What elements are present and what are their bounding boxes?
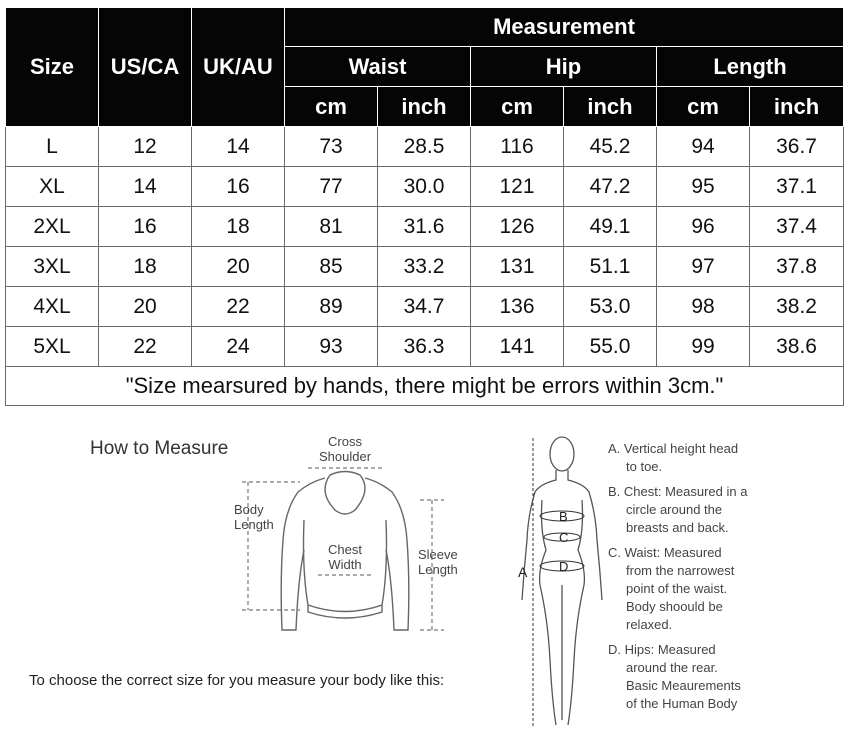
note-a: A. Vertical height head to toe. <box>608 441 739 474</box>
note-c: C. Waist: Measured from the narrowest point of the waist. Body shoould be relaxed. <box>608 545 735 632</box>
size-chart-table <box>5 7 844 406</box>
table-cell: 33.2 <box>378 247 471 287</box>
header-measurement: Measurement <box>285 8 844 47</box>
table-row <box>6 207 844 247</box>
header-length: Length <box>657 47 844 87</box>
table-cell: 131 <box>471 247 564 287</box>
marker-b: B <box>559 509 568 524</box>
table-cell: 77 <box>285 167 378 207</box>
table-cell: 3XL <box>6 247 99 287</box>
header-hip-inch: inch <box>564 87 657 127</box>
marker-c: C <box>559 530 569 545</box>
table-cell: 47.2 <box>564 167 657 207</box>
table-cell: 126 <box>471 207 564 247</box>
table-cell: 116 <box>471 127 564 167</box>
table-cell: 14 <box>192 127 285 167</box>
header-waist-inch: inch <box>378 87 471 127</box>
marker-a: A <box>518 564 528 580</box>
table-cell: 51.1 <box>564 247 657 287</box>
body-illustration <box>522 437 602 725</box>
table-cell: 34.7 <box>378 287 471 327</box>
note-b: B. Chest: Measured in a circle around the breasts and back. <box>608 484 748 535</box>
table-note-row <box>6 367 844 406</box>
table-cell: 2XL <box>6 207 99 247</box>
header-length-inch: inch <box>750 87 844 127</box>
body-measure-lines <box>533 438 584 726</box>
table-row <box>6 127 844 167</box>
header-uk-au: UK/AU <box>192 8 285 127</box>
table-cell: 16 <box>99 207 192 247</box>
table-cell: 98 <box>657 287 750 327</box>
table-cell: 89 <box>285 287 378 327</box>
table-cell: 99 <box>657 327 750 367</box>
table-cell: 5XL <box>6 327 99 367</box>
table-cell: 53.0 <box>564 287 657 327</box>
table-cell: 37.4 <box>750 207 844 247</box>
table-cell: 20 <box>99 287 192 327</box>
table-row <box>6 167 844 207</box>
measurement-notes <box>608 440 848 720</box>
table-cell: 141 <box>471 327 564 367</box>
header-length-cm: cm <box>657 87 750 127</box>
table-row <box>6 247 844 287</box>
cross-shoulder-label: Cross Shoulder <box>319 434 372 464</box>
table-cell: 93 <box>285 327 378 367</box>
header-size: Size <box>6 8 99 127</box>
table-cell: 20 <box>192 247 285 287</box>
table-cell: 22 <box>192 287 285 327</box>
table-cell: 97 <box>657 247 750 287</box>
measurement-guide <box>0 420 849 746</box>
table-cell: 36.7 <box>750 127 844 167</box>
body-length-label: Body Length <box>234 502 274 532</box>
table-row <box>6 327 844 367</box>
table-cell: 30.0 <box>378 167 471 207</box>
note-d: D. Hips: Measured around the rear. Basic Meaurements of the Human Body <box>608 642 741 711</box>
table-cell: 24 <box>192 327 285 367</box>
table-cell: 38.2 <box>750 287 844 327</box>
header-us-ca: US/CA <box>99 8 192 127</box>
table-cell: XL <box>6 167 99 207</box>
measurement-note: "Size mearsured by hands, there might be errors within 3cm." <box>6 367 844 406</box>
table-cell: 18 <box>99 247 192 287</box>
table-cell: 94 <box>657 127 750 167</box>
table-cell: 96 <box>657 207 750 247</box>
table-cell: 55.0 <box>564 327 657 367</box>
table-cell: 95 <box>657 167 750 207</box>
table-cell: L <box>6 127 99 167</box>
choose-size-text: To choose the correct size for you measure your body like this: <box>29 672 445 689</box>
table-cell: 49.1 <box>564 207 657 247</box>
table-cell: 136 <box>471 287 564 327</box>
chest-width-label: Chest Width <box>328 542 362 572</box>
table-cell: 28.5 <box>378 127 471 167</box>
table-cell: 22 <box>99 327 192 367</box>
how-to-measure-title: How to Measure <box>90 438 229 459</box>
table-cell: 121 <box>471 167 564 207</box>
table-cell: 38.6 <box>750 327 844 367</box>
table-cell: 45.2 <box>564 127 657 167</box>
table-cell: 37.1 <box>750 167 844 207</box>
table-cell: 73 <box>285 127 378 167</box>
table-cell: 4XL <box>6 287 99 327</box>
sleeve-length-label: Sleeve Length <box>418 547 458 577</box>
table-cell: 18 <box>192 207 285 247</box>
table-cell: 12 <box>99 127 192 167</box>
table-cell: 37.8 <box>750 247 844 287</box>
marker-d: D <box>559 559 569 574</box>
header-waist-cm: cm <box>285 87 378 127</box>
table-cell: 36.3 <box>378 327 471 367</box>
table-row <box>6 287 844 327</box>
table-cell: 16 <box>192 167 285 207</box>
header-hip: Hip <box>471 47 657 87</box>
header-waist: Waist <box>285 47 471 87</box>
table-cell: 31.6 <box>378 207 471 247</box>
table-cell: 81 <box>285 207 378 247</box>
header-hip-cm: cm <box>471 87 564 127</box>
table-cell: 14 <box>99 167 192 207</box>
table-cell: 85 <box>285 247 378 287</box>
